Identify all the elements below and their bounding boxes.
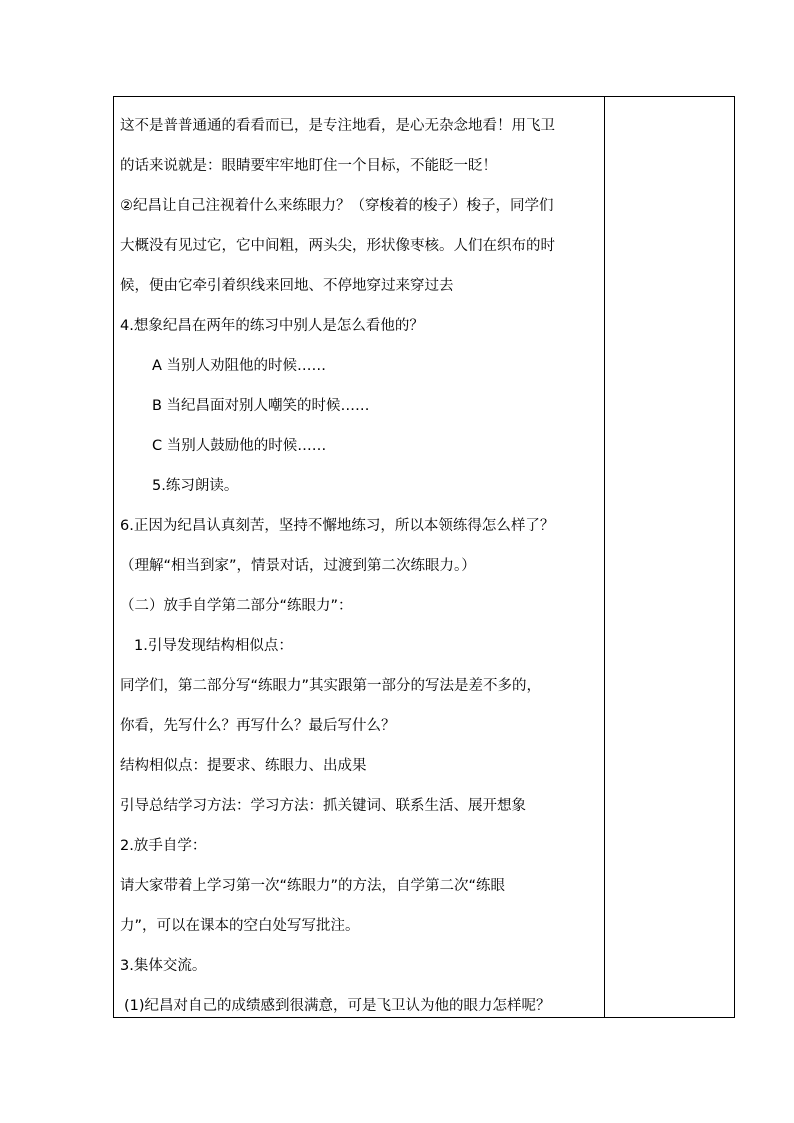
- text-line: 大概没有见过它，它中间粗，两头尖，形状像枣核。人们在织布的时: [120, 238, 555, 254]
- text-line: B 当纪昌面对别人嘲笑的时候……: [152, 398, 370, 414]
- text-line: 请大家带着上学习第一次“练眼力”的方法，自学第二次“练眼: [120, 878, 506, 894]
- text-line: 结构相似点：提要求、练眼力、出成果: [120, 758, 367, 774]
- text-line: 的话来说就是：眼睛要牢牢地盯住一个目标，不能眨一眨！: [120, 158, 497, 174]
- text-line: A 当别人劝阻他的时候……: [152, 358, 327, 374]
- text-line: ②纪昌让自己注视着什么来练眼力？（穿梭着的梭子）梭子，同学们: [120, 198, 554, 214]
- text-line: (1)纪昌对自己的成绩感到很满意，可是飞卫认为他的眼力怎样呢？: [124, 998, 551, 1014]
- text-line: 2.放手自学：: [120, 838, 207, 854]
- text-line: 你看，先写什么？再写什么？最后写什么？: [120, 718, 396, 734]
- text-line: 引导总结学习方法：学习方法：抓关键词、联系生活、展开想象: [120, 798, 526, 814]
- text-line: 这不是普普通通的看看而已，是专注地看，是心无杂念地看！用飞卫: [120, 118, 555, 134]
- text-line: 4.想象纪昌在两年的练习中别人是怎么看他的？: [120, 318, 424, 334]
- text-line: 力”，可以在课本的空白处写写批注。: [120, 918, 360, 934]
- text-line: 3.集体交流。: [120, 958, 207, 974]
- text-line: C 当别人鼓励他的时候……: [152, 438, 327, 454]
- document-table: [113, 96, 735, 1018]
- text-line: 候，便由它牵引着织线来回地、不停地穿过来穿过去: [120, 278, 454, 294]
- text-line: （二）放手自学第二部分“练眼力”：: [120, 598, 353, 614]
- text-line: 6.正因为纪昌认真刻苦，坚持不懈地练习，所以本领练得怎么样了？: [120, 518, 555, 534]
- notes-cell: [605, 97, 734, 1017]
- text-line: 5.练习朗读。: [152, 478, 239, 494]
- text-line: 同学们，第二部分写“练眼力”其实跟第一部分的写法是差不多的，: [120, 678, 542, 694]
- content-cell: [114, 97, 604, 1017]
- text-line: 1.引导发现结构相似点：: [134, 638, 293, 654]
- text-line: （理解“相当到家”，情景对话，过渡到第二次练眼力。）: [120, 558, 476, 574]
